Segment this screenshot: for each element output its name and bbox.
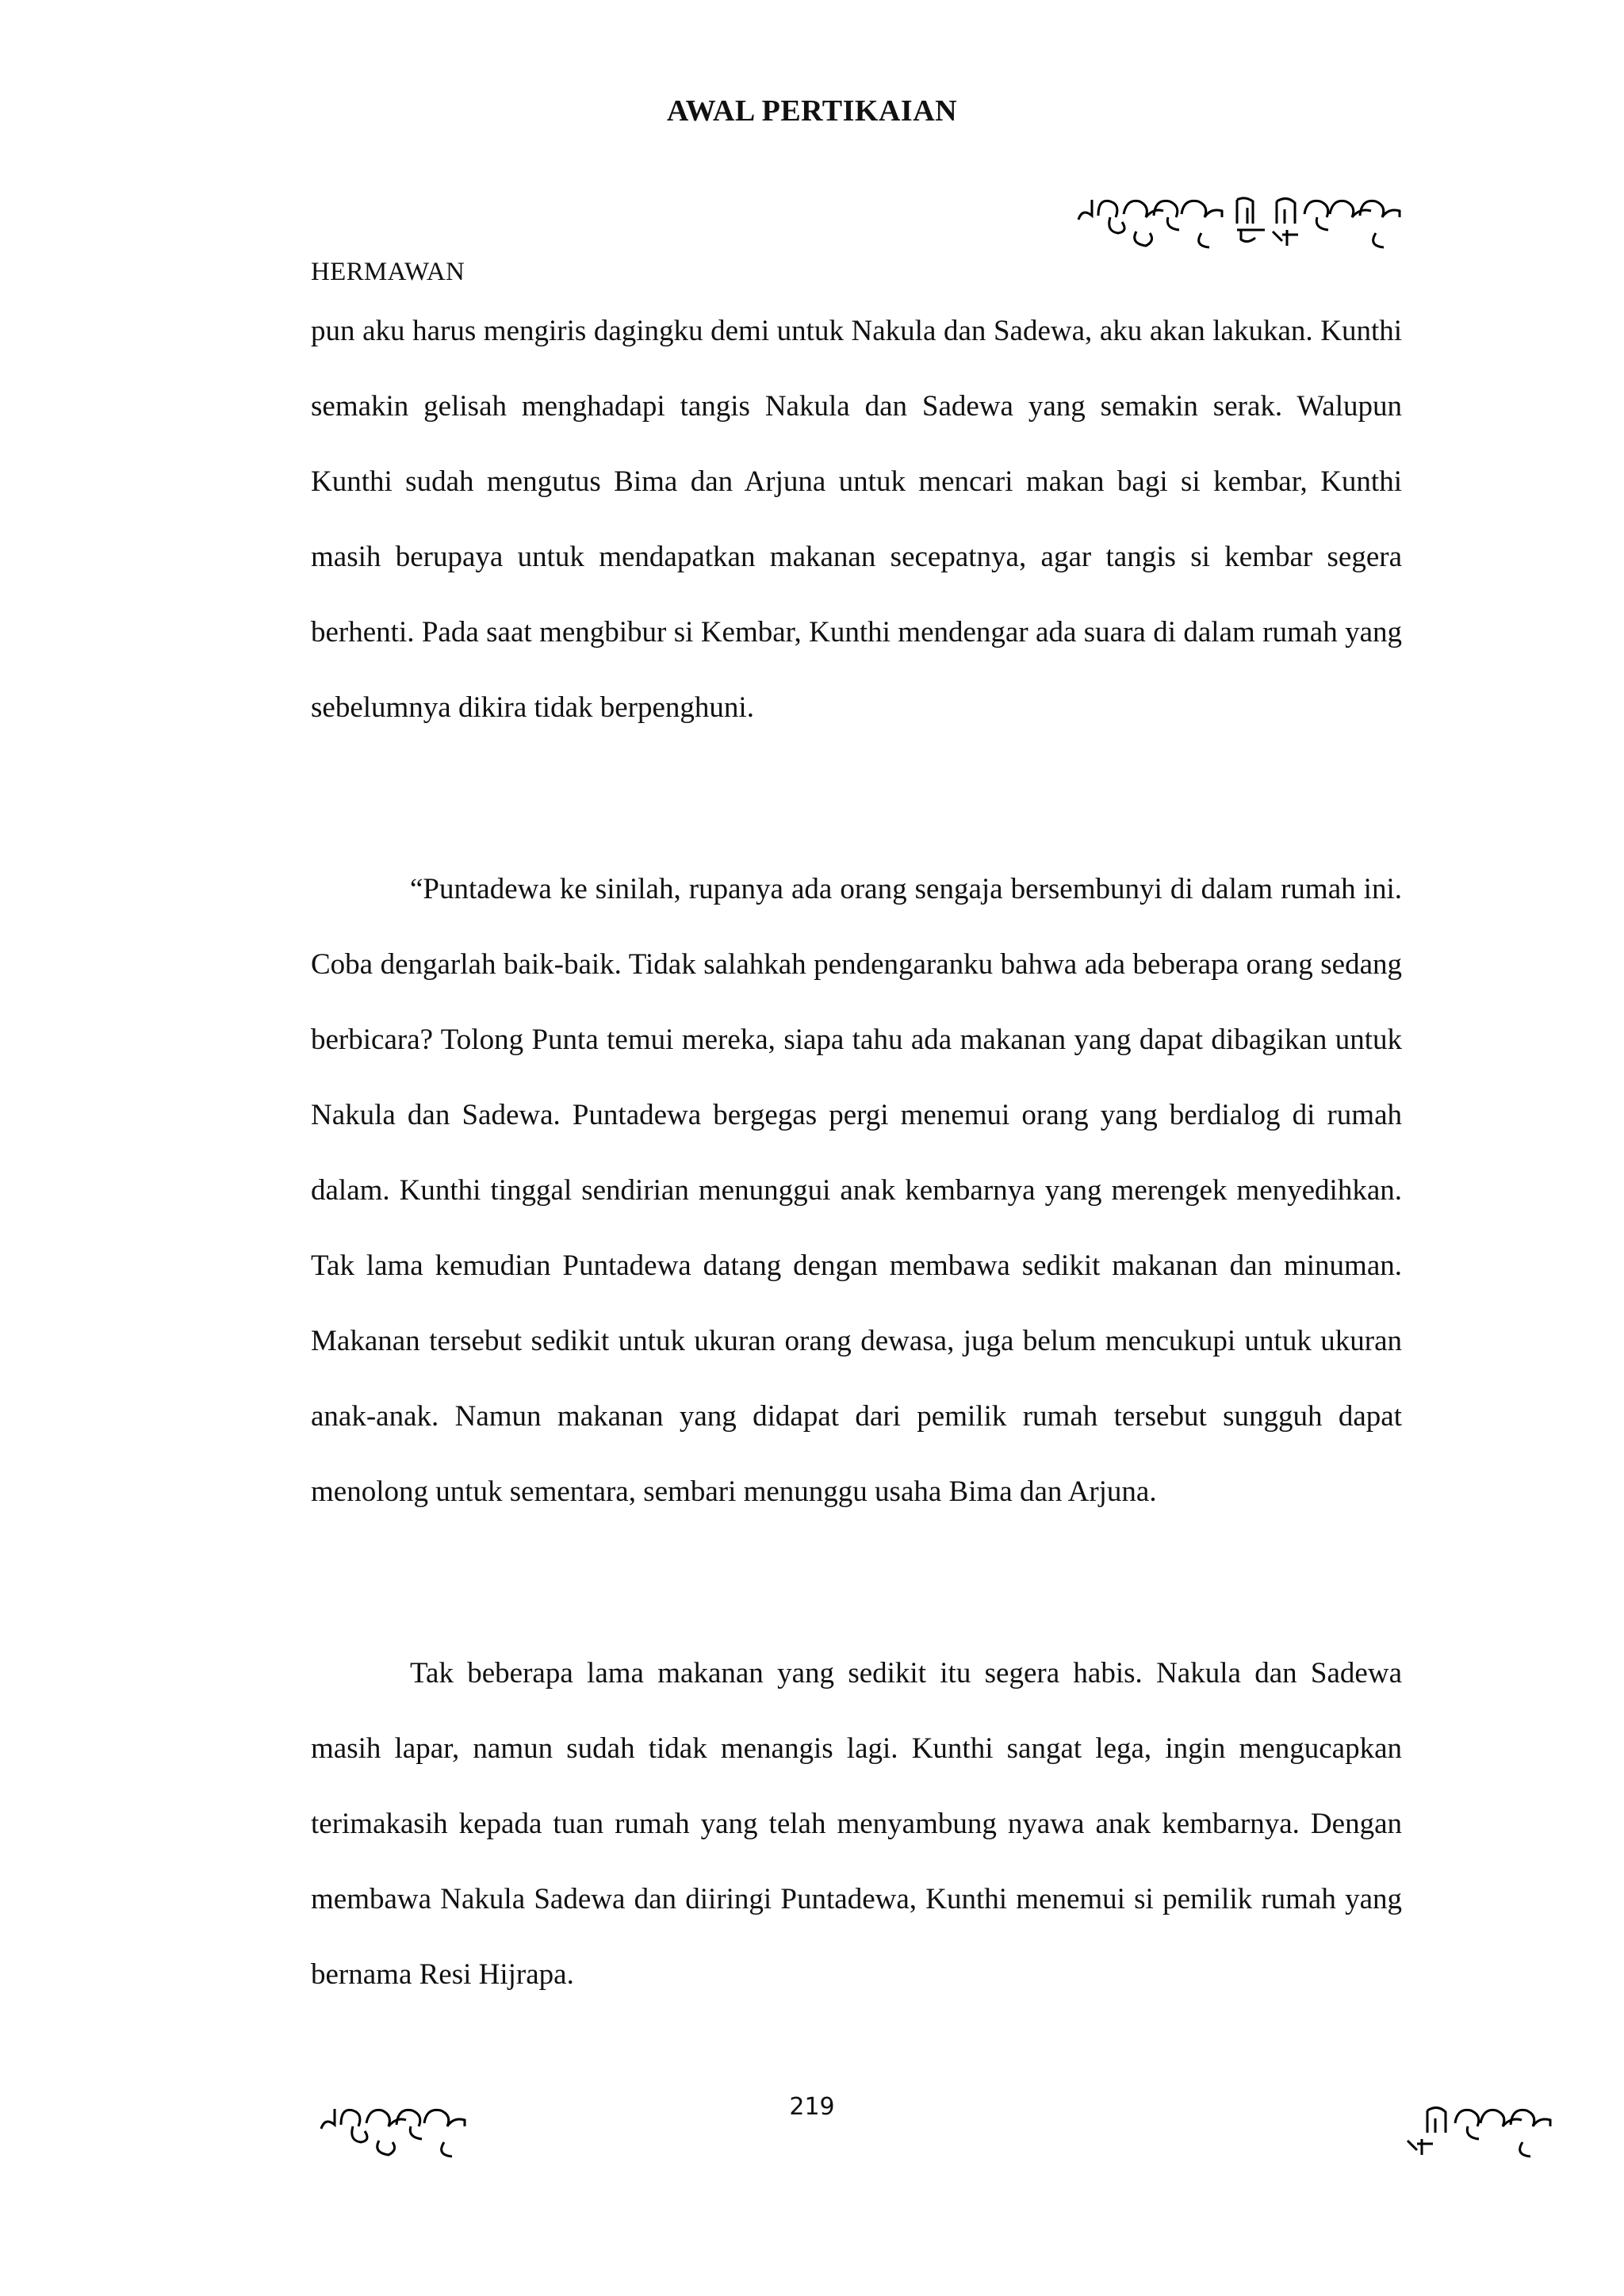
author-name: HERMAWAN xyxy=(311,258,465,286)
page-number: 219 xyxy=(789,2093,835,2121)
javanese-script-footer-left-logo xyxy=(317,2093,500,2164)
javanese-script-header-logo xyxy=(1074,184,1408,263)
paragraph-2: “Puntadewa ke sinilah, rupanya ada orang sengaja bersembunyi di dalam rumah ini. Coba dengarlah baik-baik. Tidak salahkah pendengaranku bahwa ada beberapa orang sedang berbicara? Tolong Punta temui mereka, siapa tahu ada makanan yang dapat dibagikan untuk Nakula dan Sadewa. Puntadewa bergegas pergi menemui orang yang berdialog di rumah dalam. Kunthi tinggal sendirian menunggui anak kembarnya yang merengek menyedihkan. Tak lama kemudian Puntadewa datang dengan membawa sedikit makanan dan minuman. Makanan tersebut sedikit untuk ukuran orang dewasa, juga belum mencukupi untuk ukuran anak-anak. Namun makanan yang didapat dari pemilik rumah tersebut sungguh dapat menolong untuk sementara, sembari menunggu usaha Bima dan Arjuna. xyxy=(311,873,1402,1508)
paragraph-3: Tak beberapa lama makanan yang sedikit itu segera habis. Nakula dan Sadewa masih lapar, namun sudah tidak menangis lagi. Kunthi sangat lega, ingin mengucapkan terimakasih kepada tuan rumah yang telah menyambung nyawa anak kembarnya. Dengan membawa Nakula Sadewa dan diiringi Puntadewa, Kunthi menemui si pemilik rumah yang bernama Resi Hijrapa. xyxy=(311,1657,1402,1991)
page-title: AWAL PERTIKAIAN xyxy=(666,94,958,128)
paragraph-1: pun aku harus mengiris dagingku demi untuk Nakula dan Sadewa, aku akan lakukan. Kunthi semakin gelisah menghadapi tangis Nakula dan Sadewa yang semakin serak. Walupun Kunthi sudah mengutus Bima dan Arjuna untuk mencari makan bagi si kembar, Kunthi masih berupaya untuk mendapatkan makanan secepatnya, agar tangis si kembar segera berhenti. Pada saat mengbibur si Kembar, Kunthi mendengar ada suara di dalam rumah yang sebelumnya dikira tidak berpenghuni. xyxy=(311,315,1402,724)
javanese-script-footer-right-logo xyxy=(1404,2093,1562,2164)
